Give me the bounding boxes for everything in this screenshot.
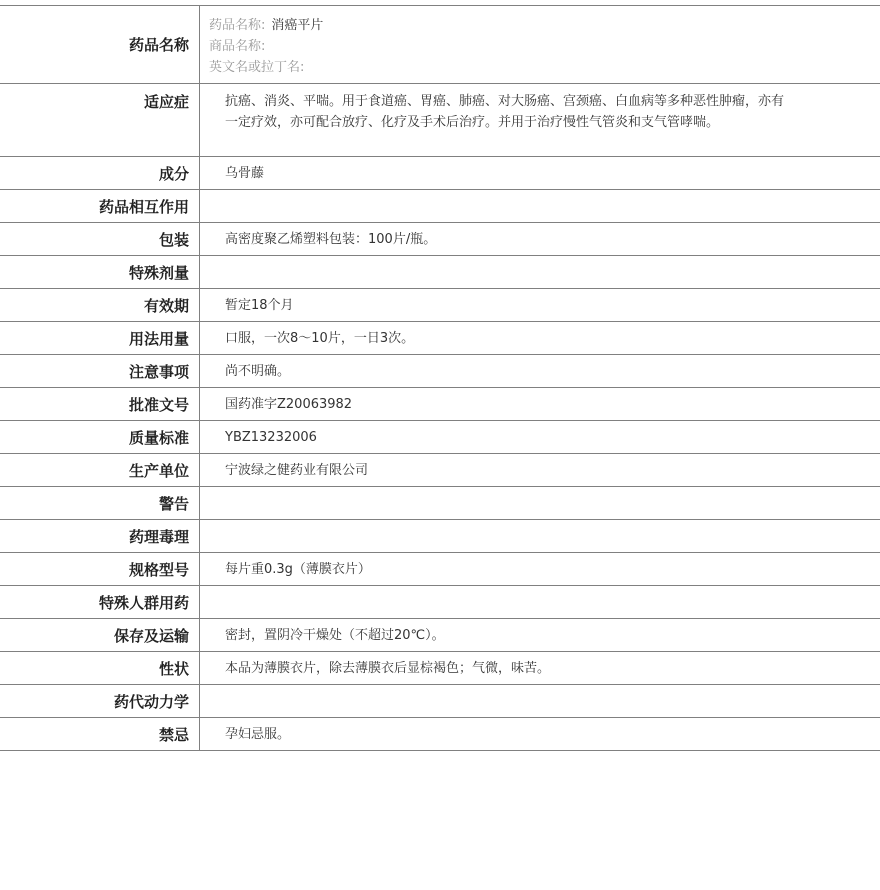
row-value-cell bbox=[200, 685, 880, 717]
row-value-cell bbox=[200, 520, 880, 552]
row-label: 保存及运输 bbox=[0, 619, 200, 651]
row-value-cell bbox=[200, 388, 880, 420]
table-row-appearance bbox=[0, 652, 880, 685]
table-row-contraindications bbox=[0, 718, 880, 751]
row-value: 口服，一次8～10片，一日3次。 bbox=[225, 330, 415, 346]
table-row-pharmacokinetics bbox=[0, 685, 880, 718]
row-value-cell bbox=[200, 256, 880, 288]
row-label: 警告 bbox=[0, 487, 200, 519]
row-value: 暂定18个月 bbox=[225, 297, 294, 313]
row-value: 孕妇忌服。 bbox=[225, 726, 291, 742]
row-value: 乌骨藤 bbox=[225, 165, 265, 181]
row-value-cell bbox=[200, 487, 880, 519]
row-label: 药品名称 bbox=[0, 6, 200, 83]
row-value-cell bbox=[200, 157, 880, 189]
row-value-cell bbox=[200, 454, 880, 486]
table-row-warning bbox=[0, 487, 880, 520]
table-row-ingredients bbox=[0, 157, 880, 190]
row-label: 药理毒理 bbox=[0, 520, 200, 552]
row-label: 质量标准 bbox=[0, 421, 200, 453]
row-value: 本品为薄膜衣片，除去薄膜衣后显棕褐色；气微，味苦。 bbox=[225, 660, 551, 676]
row-label: 药代动力学 bbox=[0, 685, 200, 717]
generic-name-line bbox=[209, 15, 323, 36]
row-label: 禁忌 bbox=[0, 718, 200, 750]
table-row-interactions bbox=[0, 190, 880, 223]
table-row-indications bbox=[0, 84, 880, 157]
row-label: 生产单位 bbox=[0, 454, 200, 486]
row-value: 宁波绿之健药业有限公司 bbox=[225, 462, 369, 478]
row-label: 有效期 bbox=[0, 289, 200, 321]
row-value: YBZ13232006 bbox=[225, 429, 317, 445]
row-value-cell bbox=[200, 355, 880, 387]
row-label: 特殊剂量 bbox=[0, 256, 200, 288]
trade-name-key: 商品名称: bbox=[209, 39, 266, 54]
table-row-standard bbox=[0, 421, 880, 454]
row-label: 药品相互作用 bbox=[0, 190, 200, 222]
row-label: 包装 bbox=[0, 223, 200, 255]
row-label: 规格型号 bbox=[0, 553, 200, 585]
table-row-special-dose bbox=[0, 256, 880, 289]
row-label: 适应症 bbox=[0, 84, 200, 156]
row-label: 特殊人群用药 bbox=[0, 586, 200, 618]
table-row-manufacturer bbox=[0, 454, 880, 487]
row-value-cell bbox=[200, 421, 880, 453]
drug-info-table bbox=[0, 5, 880, 751]
table-row-special-groups bbox=[0, 586, 880, 619]
row-value-cell bbox=[200, 553, 880, 585]
table-row-approval bbox=[0, 388, 880, 421]
row-value-cell bbox=[200, 322, 880, 354]
table-row-storage bbox=[0, 619, 880, 652]
row-label: 成分 bbox=[0, 157, 200, 189]
row-value-cell bbox=[200, 84, 880, 156]
drug-names-cell bbox=[200, 6, 333, 83]
generic-name-key: 药品名称: bbox=[209, 18, 266, 33]
row-value: 抗癌、消炎、平喘。用于食道癌、胃癌、肺癌、对大肠癌、宫颈癌、白血病等多种恶性肿瘤，亦有一定疗效，亦可配合放疗、化疗及手术后治疗。并用于治疗慢性气管炎和支气管哮喘。 bbox=[225, 94, 785, 130]
table-row-package bbox=[0, 223, 880, 256]
row-value-cell bbox=[200, 223, 880, 255]
table-row-validity bbox=[0, 289, 880, 322]
latin-name-key: 英文名或拉丁名: bbox=[209, 60, 305, 75]
row-value: 高密度聚乙烯塑料包装：100片/瓶。 bbox=[225, 231, 437, 247]
table-row-precautions bbox=[0, 355, 880, 388]
row-label: 注意事项 bbox=[0, 355, 200, 387]
row-value-cell bbox=[200, 289, 880, 321]
row-value-cell bbox=[200, 190, 880, 222]
row-value: 密封，置阴冷干燥处（不超过20℃）。 bbox=[225, 627, 445, 643]
table-row-usage bbox=[0, 322, 880, 355]
row-label: 用法用量 bbox=[0, 322, 200, 354]
row-value-cell bbox=[200, 718, 880, 750]
table-row-drug-names bbox=[0, 6, 880, 84]
row-value: 每片重0.3g（薄膜衣片） bbox=[225, 561, 371, 577]
row-value: 国药准字Z20063982 bbox=[225, 396, 353, 412]
row-value-cell bbox=[200, 586, 880, 618]
latin-name-line bbox=[209, 57, 323, 78]
generic-name-value: 消癌平片 bbox=[271, 18, 324, 33]
row-value-cell bbox=[200, 619, 880, 651]
table-row-spec bbox=[0, 553, 880, 586]
row-value-cell bbox=[200, 652, 880, 684]
trade-name-line bbox=[209, 36, 323, 57]
row-label: 性状 bbox=[0, 652, 200, 684]
row-label: 批准文号 bbox=[0, 388, 200, 420]
table-row-pharmacology bbox=[0, 520, 880, 553]
row-value: 尚不明确。 bbox=[225, 363, 291, 379]
